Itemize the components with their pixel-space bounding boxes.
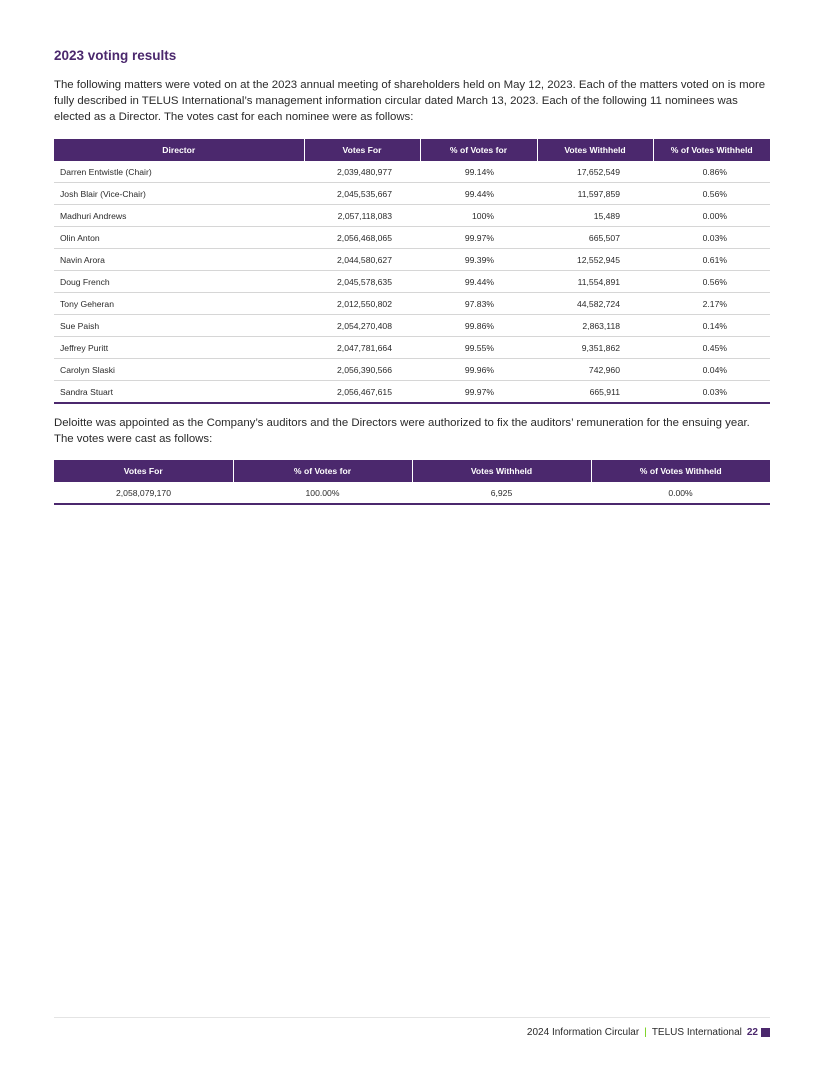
- votes-withheld: 2,863,118: [537, 315, 653, 337]
- director-name: Darren Entwistle (Chair): [54, 161, 304, 183]
- footer-company: TELUS International: [651, 1027, 742, 1038]
- footer-separator: |: [644, 1027, 647, 1038]
- pct-votes-for: 99.14%: [420, 161, 537, 183]
- pct-votes-withheld: 0.00%: [653, 205, 770, 227]
- votes-withheld: 44,582,724: [537, 293, 653, 315]
- director-name: Tony Geheran: [54, 293, 304, 315]
- table-row: [54, 293, 770, 315]
- pct-votes-withheld: 0.04%: [653, 359, 770, 381]
- table-row: [54, 271, 770, 293]
- votes-for: 2,056,390,566: [304, 359, 420, 381]
- votes-withheld: 9,351,862: [537, 337, 653, 359]
- votes-withheld: 15,489: [537, 205, 653, 227]
- pct-votes-for: 99.39%: [420, 249, 537, 271]
- votes-withheld: 6,925: [490, 487, 513, 498]
- director-name: Jeffrey Puritt: [54, 337, 304, 359]
- votes-for: 2,012,550,802: [304, 293, 420, 315]
- pct-votes-withheld: 0.00%: [668, 487, 693, 498]
- pct-votes-withheld: 2.17%: [653, 293, 770, 315]
- votes-for: 2,047,781,664: [304, 337, 420, 359]
- director-votes-header-row: [54, 139, 770, 161]
- table-row: [54, 315, 770, 337]
- section-title: 2023 voting results: [54, 48, 177, 63]
- pct-votes-for: 99.97%: [464, 386, 494, 397]
- page-marker-icon: [761, 1028, 770, 1037]
- votes-for: 2,056,467,615: [337, 386, 392, 397]
- auditor-votes-table: [54, 460, 770, 505]
- column-header-director: Director: [54, 139, 304, 161]
- votes-withheld: 17,652,549: [537, 161, 653, 183]
- director-votes-table: [54, 139, 770, 404]
- intro-paragraph: The following matters were voted on at the 2023 annual meeting of shareholders held on May 12, 2023. Each of the matters voted on is more fully described in TELUS International’s management information circular dated March 13, 2023. Each of the following 11 nominees was elected as a Director. The votes cast for each nominee were as follows:: [54, 79, 766, 123]
- votes-withheld: 665,911: [589, 386, 620, 397]
- director-name: Madhuri Andrews: [54, 205, 304, 227]
- votes-withheld: 742,960: [537, 359, 653, 381]
- auditor-votes-header-row: [54, 460, 770, 482]
- table-row: [54, 183, 770, 205]
- pct-votes-for: 99.97%: [420, 227, 537, 249]
- page-footer: [527, 1027, 770, 1038]
- votes-withheld: 11,554,891: [537, 271, 653, 293]
- column-header-votes-for: Votes For: [304, 139, 420, 161]
- votes-withheld: 665,507: [537, 227, 653, 249]
- page-number: 22: [746, 1027, 758, 1038]
- table-row: [54, 205, 770, 227]
- votes-for: 2,058,079,170: [116, 487, 171, 498]
- column-header-votes-withheld: Votes Withheld: [537, 139, 653, 161]
- column-header-votes-for: Votes For: [54, 460, 233, 482]
- pct-votes-for: 99.44%: [420, 183, 537, 205]
- footer-divider: [54, 1017, 770, 1018]
- director-name: Carolyn Slaski: [54, 359, 304, 381]
- pct-votes-for: 99.55%: [420, 337, 537, 359]
- table-row: [54, 249, 770, 271]
- director-name: Olin Anton: [54, 227, 304, 249]
- pct-votes-withheld: 0.45%: [653, 337, 770, 359]
- pct-votes-for: 99.96%: [420, 359, 537, 381]
- pct-votes-withheld: 0.86%: [653, 161, 770, 183]
- footer-doc-title: 2024 Information Circular: [526, 1027, 640, 1038]
- table-row: [54, 161, 770, 183]
- table-row: [54, 381, 770, 404]
- votes-withheld: 12,552,945: [537, 249, 653, 271]
- column-header-pct-votes-withheld: % of Votes Withheld: [653, 139, 770, 161]
- votes-for: 2,054,270,408: [304, 315, 420, 337]
- pct-votes-withheld: 0.56%: [653, 183, 770, 205]
- pct-votes-for: 99.86%: [420, 315, 537, 337]
- table-row: [54, 227, 770, 249]
- table-row: [54, 337, 770, 359]
- votes-for: 2,057,118,083: [304, 205, 420, 227]
- votes-for: 2,045,578,635: [304, 271, 420, 293]
- pct-votes-withheld: 0.14%: [653, 315, 770, 337]
- table-row: [54, 359, 770, 381]
- director-name: Sandra Stuart: [60, 386, 114, 397]
- votes-for: 2,045,535,667: [304, 183, 420, 205]
- director-name: Josh Blair (Vice-Chair): [54, 183, 304, 205]
- pct-votes-withheld: 0.03%: [702, 386, 727, 397]
- votes-withheld: 11,597,859: [537, 183, 653, 205]
- director-name: Doug French: [54, 271, 304, 293]
- votes-for: 2,056,468,065: [304, 227, 420, 249]
- table-row: [54, 482, 770, 504]
- pct-votes-for: 97.83%: [420, 293, 537, 315]
- votes-for: 2,044,580,627: [304, 249, 420, 271]
- votes-for: 2,039,480,977: [304, 161, 420, 183]
- pct-votes-withheld: 0.56%: [653, 271, 770, 293]
- director-name: Sue Paish: [54, 315, 304, 337]
- pct-votes-for: 100.00%: [305, 487, 340, 498]
- column-header-pct-votes-for: % of Votes for: [233, 460, 412, 482]
- auditor-paragraph: Deloitte was appointed as the Company’s auditors and the Directors were authorized to fix the auditors’ remuneration for the ensuing year. The votes were cast as follows:: [54, 417, 750, 445]
- column-header-pct-votes-for: % of Votes for: [420, 139, 537, 161]
- pct-votes-withheld: 0.03%: [653, 227, 770, 249]
- column-header-pct-votes-withheld: % of Votes Withheld: [591, 460, 770, 482]
- pct-votes-withheld: 0.61%: [653, 249, 770, 271]
- director-name: Navin Arora: [54, 249, 304, 271]
- column-header-votes-withheld: Votes Withheld: [412, 460, 591, 482]
- pct-votes-for: 99.44%: [420, 271, 537, 293]
- pct-votes-for: 100%: [420, 205, 537, 227]
